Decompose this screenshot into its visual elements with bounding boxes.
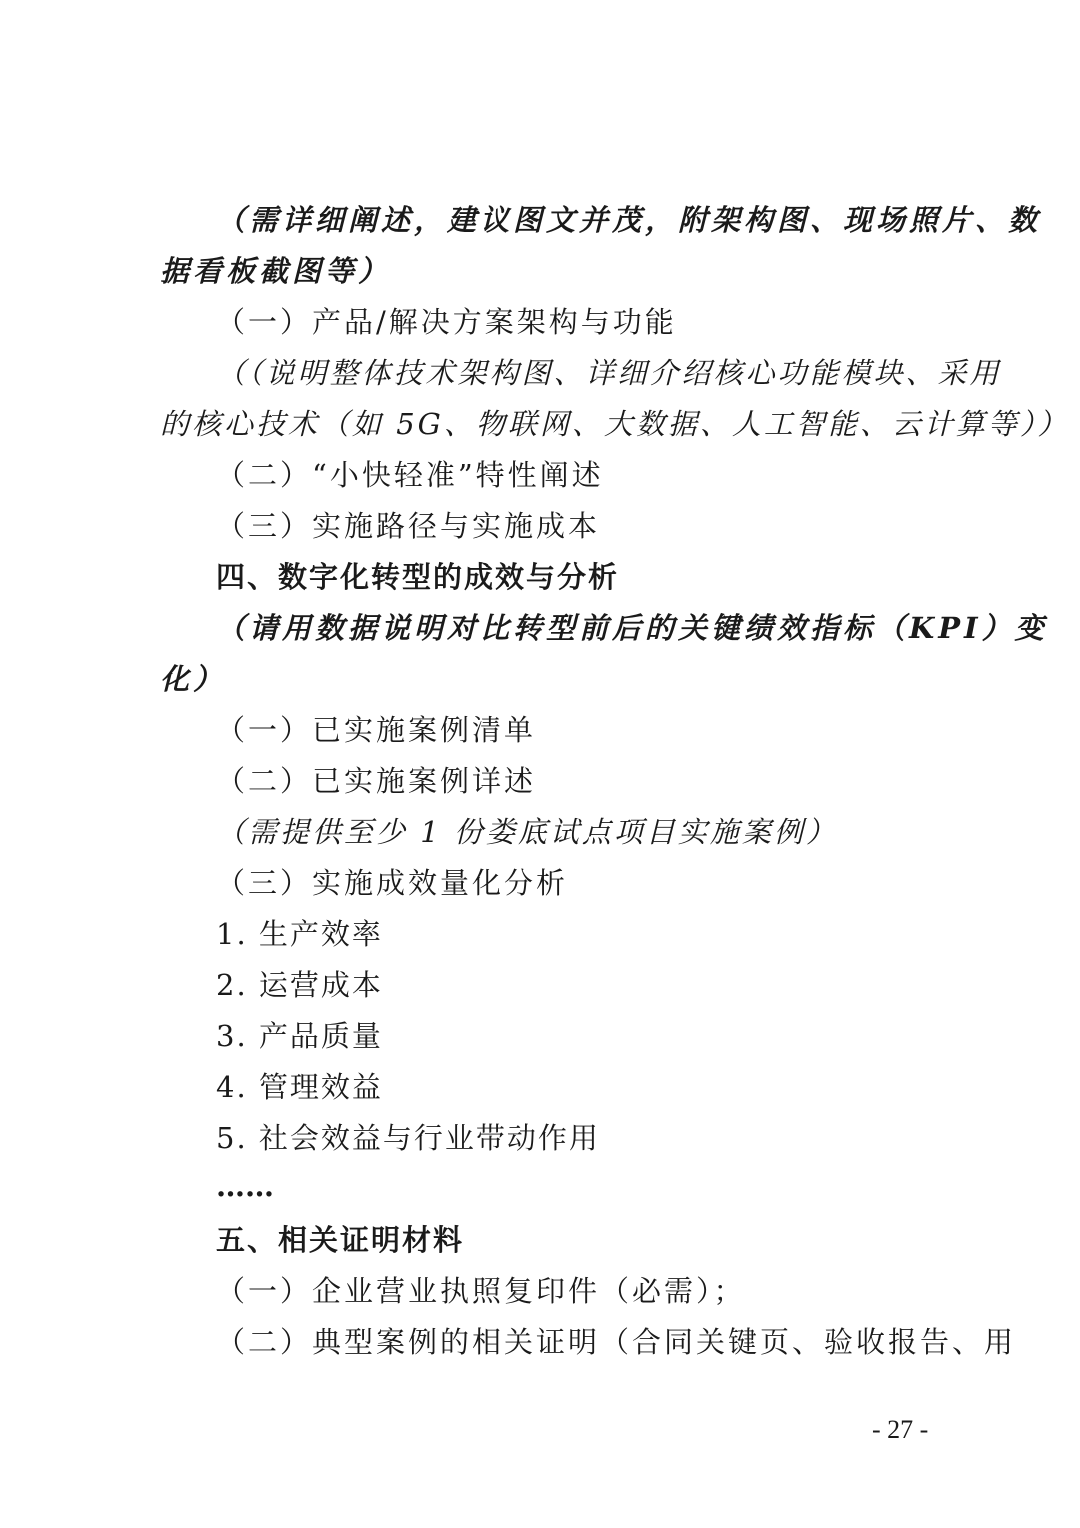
ellipsis: …… (216, 1169, 274, 1203)
list-item-operating-cost: 2. 运营成本 (216, 968, 383, 1002)
case-requirement-note: （需提供至少 1 份娄底试点项目实施案例） (216, 815, 838, 849)
architecture-note-continued: 的核心技术（如 5G、物联网、大数据、人工智能、云计算等）） (160, 407, 1070, 441)
subsection-case-proof: （二）典型案例的相关证明（合同关键页、验收报告、用 (216, 1325, 1017, 1359)
list-item-management-benefit: 4. 管理效益 (216, 1070, 383, 1104)
list-item-product-quality: 3. 产品质量 (216, 1019, 383, 1053)
subsection-implementation-cost: （三）实施路径与实施成本 (216, 509, 601, 543)
subsection-case-details: （二）已实施案例详述 (216, 764, 537, 798)
requirement-note: （需详细阐述，建议图文并茂，附架构图、现场照片、数 (216, 203, 1042, 237)
section-heading-results: 四、数字化转型的成效与分析 (216, 560, 620, 594)
section-heading-proof-materials: 五、相关证明材料 (216, 1223, 465, 1257)
subsection-business-license: （一）企业营业执照复印件（必需）； (216, 1274, 746, 1308)
subsection-features: （二）“小快轻准”特性阐述 (216, 458, 604, 492)
page-number: - 27 - (872, 1415, 929, 1444)
kpi-note: （请用数据说明对比转型前后的关键绩效指标（KPI）变 (216, 611, 1048, 645)
list-item-social-benefit: 5. 社会效益与行业带动作用 (216, 1121, 600, 1155)
list-item-production-efficiency: 1. 生产效率 (216, 917, 383, 951)
architecture-note: （（说明整体技术架构图、详细介绍核心功能模块、采用 (216, 356, 1002, 390)
subsection-quantitative-analysis: （三）实施成效量化分析 (216, 866, 569, 900)
subsection-case-list: （一）已实施案例清单 (216, 713, 537, 747)
requirement-note-continued: 据看板截图等） (160, 254, 392, 288)
subsection-architecture: （一）产品/解决方案架构与功能 (216, 305, 677, 339)
kpi-note-continued: 化） (160, 662, 227, 696)
